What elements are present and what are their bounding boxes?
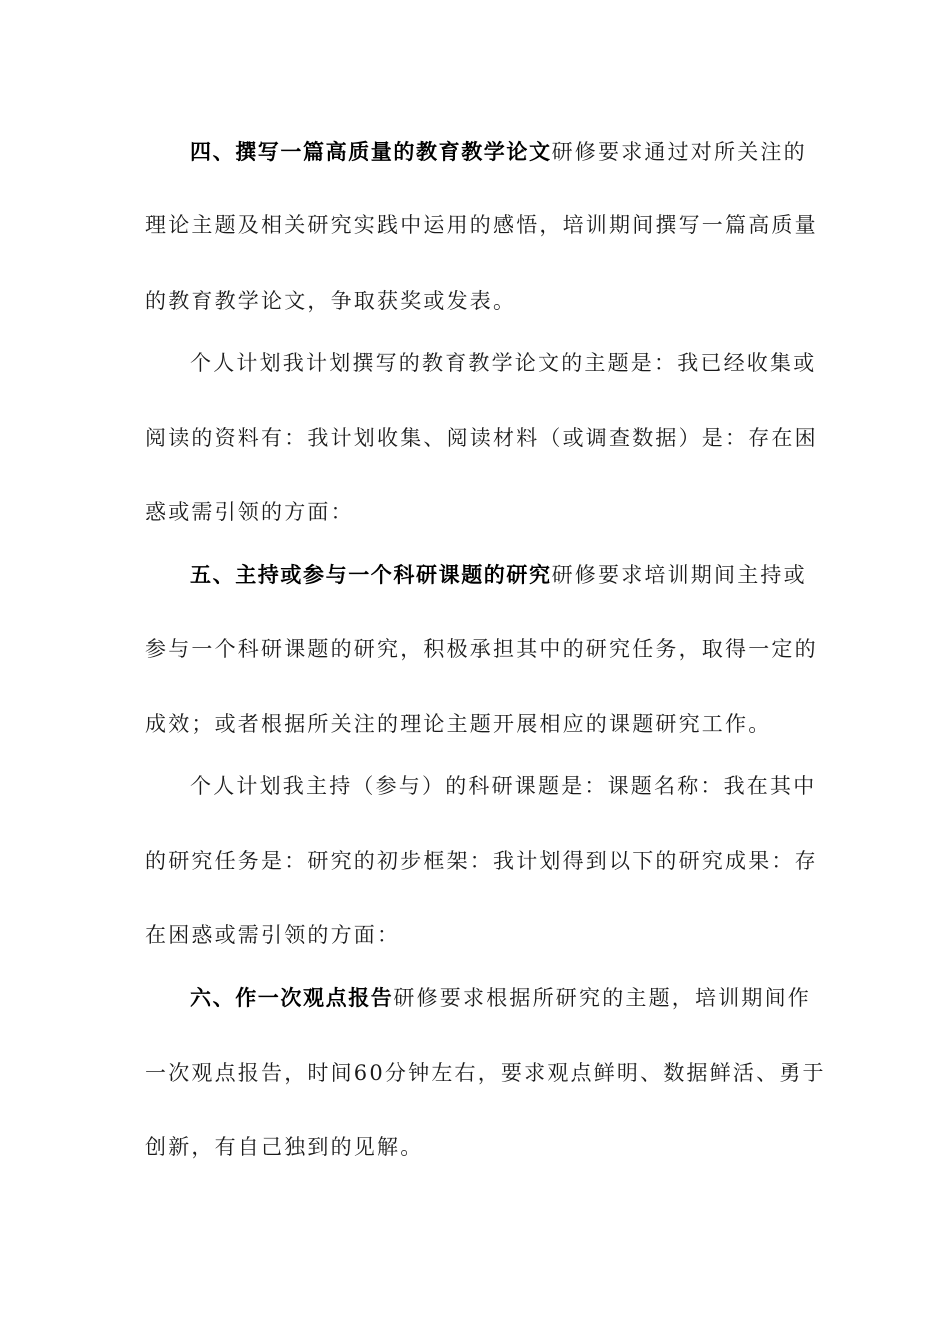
section4-line2: 理论主题及相关研究实践中运用的感悟，培训期间撰写一篇高质量 [145,213,818,237]
section4-line1-text: 研修要求通过对所关注的 [551,140,807,164]
section5-heading: 五、主持或参与一个科研课题的研究 [190,563,552,587]
section4-plan-line1: 个人计划我计划撰写的教育教学论文的主题是：我已经收集或 [190,351,817,375]
section4-line3: 的教育教学论文，争取获奖或发表。 [145,289,517,313]
section5-line1-text: 研修要求培训期间主持或 [551,563,807,587]
section5-plan-line3: 在困惑或需引领的方面： [145,923,401,947]
section6-line3: 创新，有自己独到的见解。 [145,1135,424,1159]
section4-heading: 四、撰写一篇高质量的教育教学论文 [190,140,552,164]
section6-line1-text: 研修要求根据所研究的主题，培训期间作 [393,986,812,1010]
section5-plan-line1: 个人计划我主持（参与）的科研课题是：课题名称：我在其中 [190,774,817,798]
section5-line3: 成效；或者根据所关注的理论主题开展相应的课题研究工作。 [145,712,772,736]
section5-line2: 参与一个科研课题的研究，积极承担其中的研究任务，取得一定的 [145,637,818,661]
section6-heading: 六、作一次观点报告 [190,986,394,1010]
section4-plan-line2: 阅读的资料有：我计划收集、阅读材料（或调查数据）是：存在困 [145,426,818,450]
section6-line2: 一次观点报告，时间60分钟左右，要求观点鲜明、数据鲜活、勇于 [145,1061,826,1085]
section4-plan-line3: 惑或需引领的方面： [145,500,354,524]
section6-line1 [190,983,812,1013]
section5-plan-line2: 的研究任务是：研究的初步框架：我计划得到以下的研究成果：存 [145,849,818,873]
section4-line1 [190,137,805,167]
section5-line1 [190,560,805,590]
